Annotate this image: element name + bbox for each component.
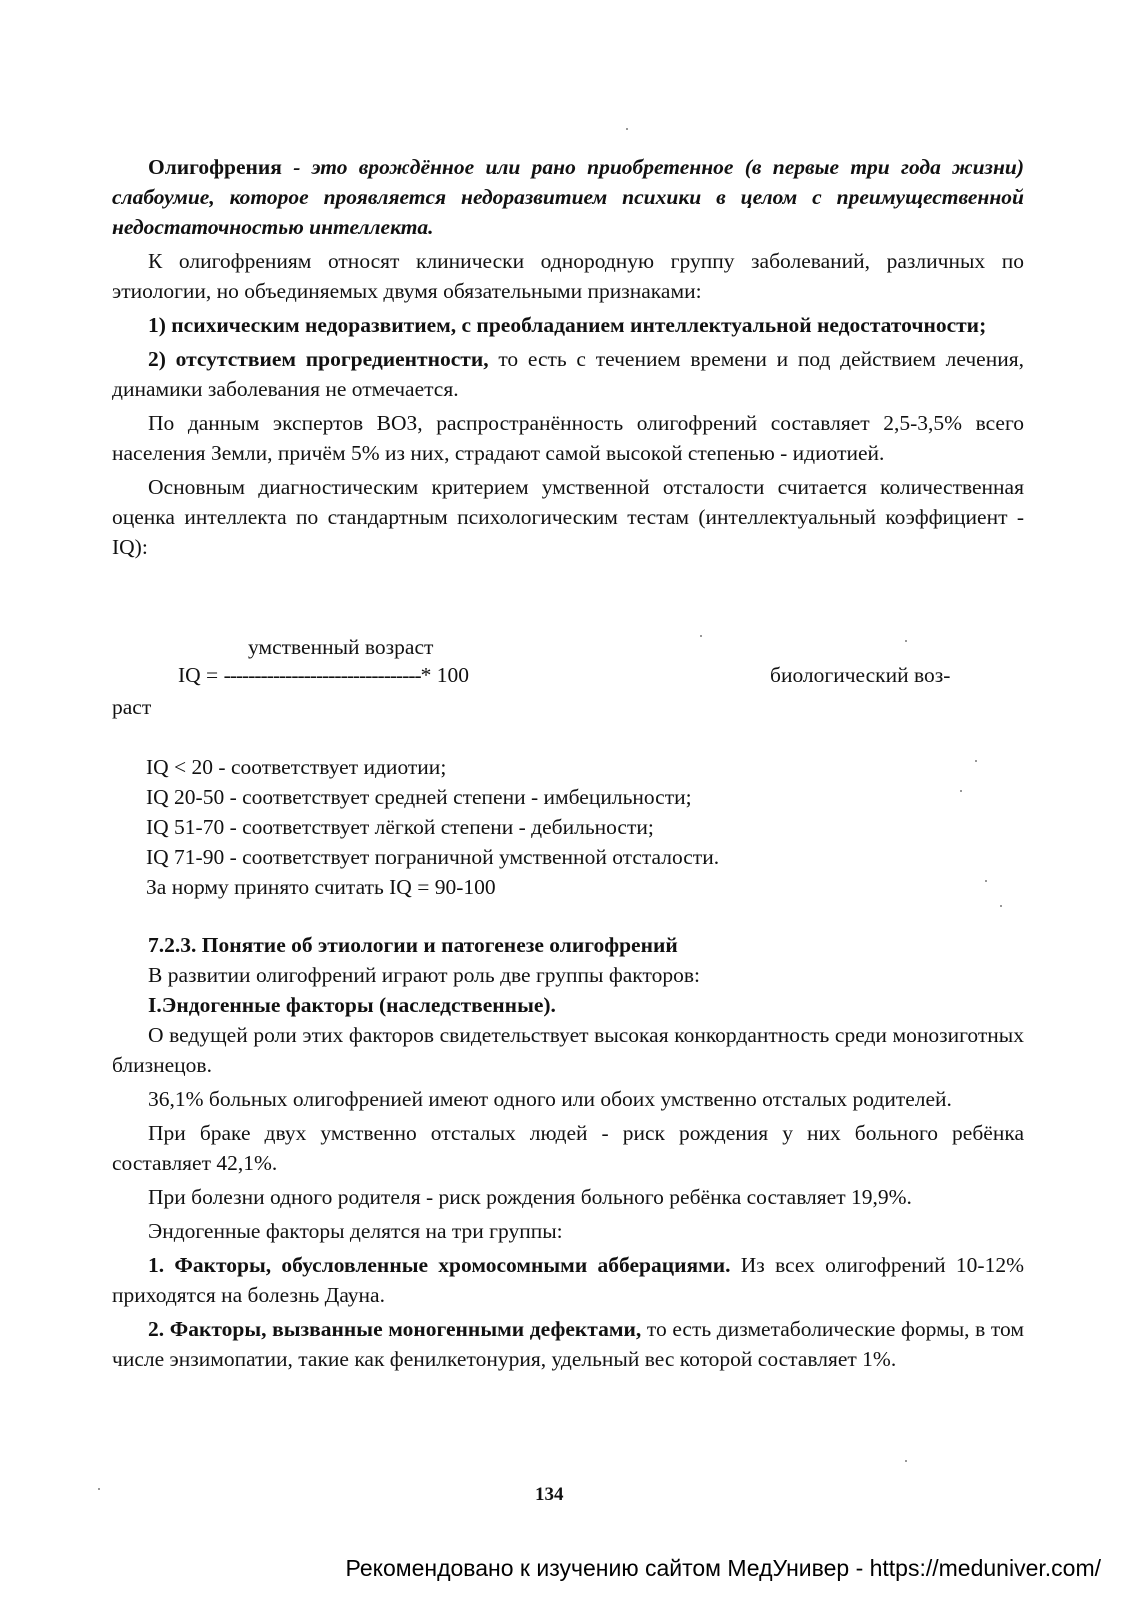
iq-level-item: IQ 71-90 - соответствует пограничной умственной отсталости. xyxy=(146,845,720,869)
scan-speck xyxy=(905,640,907,642)
text-block-top xyxy=(112,152,1024,562)
formula-numerator: умственный возраст xyxy=(248,635,434,659)
definition-paragraph xyxy=(112,152,1024,242)
definition-text: - это врождённое или рано приобретенное (в первые три года жизни) слабоумие, которое проявляется недоразвитием психики в целом с преимущественной недостаточностью интеллекта. xyxy=(112,155,1024,239)
footer-note xyxy=(0,1553,1141,1583)
sign2-bold: 2) отсутствием прогредиентности, xyxy=(148,347,489,371)
scan-speck xyxy=(626,128,628,130)
sign2-text: то есть с течением времени и под действием лечения, динамики заболевания не отмечается. xyxy=(112,347,1024,401)
sign1-text: 1) психическим недоразвитием, с преобладанием интеллектуальной недостаточности; xyxy=(148,313,987,337)
page-number: 134 xyxy=(535,1484,564,1505)
definition-term: Олигофрения xyxy=(148,155,282,179)
section-heading xyxy=(112,930,1024,960)
concordance-paragraph: О ведущей роли этих факторов свидетельствует высокая конкордантность среди монозиготных близнецов. xyxy=(112,1023,1024,1077)
scan-speck xyxy=(98,1488,100,1490)
iq-level-item: IQ < 20 - соответствует идиотии; xyxy=(146,755,447,779)
criterion-paragraph: Основным диагностическим критерием умственной отсталости считается количественная оценка интеллекта по стандартным психологическим тестам (интеллектуальный коэффициент - IQ): xyxy=(112,475,1024,559)
sign1-paragraph xyxy=(112,310,1024,340)
marriage-paragraph: При браке двух умственно отсталых людей - риск рождения у них больного ребёнка составляет 42,1%. xyxy=(112,1121,1024,1175)
formula-dashes: -------------------------------- xyxy=(223,663,421,687)
who-paragraph: По данным экспертов ВОЗ, распространённость олигофрений составляет 2,5-3,5% всего населения Земли, причём 5% из них, страдают самой высокой степенью - идиотией. xyxy=(112,411,1024,465)
group1-bold: 1. Факторы, обусловленные хромосомными абберациями. xyxy=(148,1253,731,1277)
formula-multiplier: * 100 xyxy=(420,663,470,687)
group2-bold: 2. Факторы, вызванные моногенными дефектами, xyxy=(148,1317,642,1341)
section-intro: В развитии олигофрений играют роль две группы факторов: xyxy=(148,963,700,987)
iq-level-item: IQ 51-70 - соответствует лёгкой степени - дебильности; xyxy=(146,815,654,839)
group2-paragraph xyxy=(112,1314,1024,1374)
text-block-bottom xyxy=(112,930,1024,1374)
formula-denominator-part1: биологический воз- xyxy=(770,663,951,687)
scan-speck xyxy=(700,635,702,637)
groups-paragraph: Эндогенные факторы делятся на три группы: xyxy=(148,1219,563,1243)
factors-heading-text: I.Эндогенные факторы (наследственные). xyxy=(148,993,556,1017)
group2-text: то есть дизметаболические формы, в том числе энзимопатии, такие как фенилкетонурия, удельный вес которой составляет 1%. xyxy=(112,1317,1024,1371)
scan-speck xyxy=(985,880,987,882)
group1-paragraph xyxy=(112,1250,1024,1310)
iq-levels-list xyxy=(146,752,1006,902)
intro-paragraph: К олигофрениям относят клинически однородную группу заболеваний, различных по этиологии, но объединяемых двумя обязательными признаками: xyxy=(112,249,1024,303)
formula-line xyxy=(178,660,469,690)
factors-heading xyxy=(112,990,1024,1020)
section-heading-text: 7.2.3. Понятие об этиологии и патогенезе олигофрений xyxy=(148,933,678,957)
iq-norm-item: За норму принято считать IQ = 90-100 xyxy=(146,875,496,899)
scan-speck xyxy=(1000,905,1002,907)
formula-lhs: IQ = xyxy=(178,663,224,687)
scan-speck xyxy=(905,1460,907,1462)
footer-text: Рекомендовано к изучению сайтом МедУнивер - https://meduniver.com/ xyxy=(345,1555,1101,1581)
parents-paragraph: 36,1% больных олигофренией имеют одного или обоих умственно отсталых родителей. xyxy=(148,1087,952,1111)
formula-denominator-part2: раст xyxy=(112,695,152,719)
scan-speck xyxy=(975,760,977,762)
group1-text: Из всех олигофрений 10-12% приходятся на болезнь Дауна. xyxy=(112,1253,1024,1307)
scan-speck xyxy=(960,790,962,792)
one-parent-paragraph: При болезни одного родителя - риск рождения больного ребёнка составляет 19,9%. xyxy=(148,1185,912,1209)
iq-level-item: IQ 20-50 - соответствует средней степени - имбецильности; xyxy=(146,785,692,809)
sign2-paragraph xyxy=(112,344,1024,404)
